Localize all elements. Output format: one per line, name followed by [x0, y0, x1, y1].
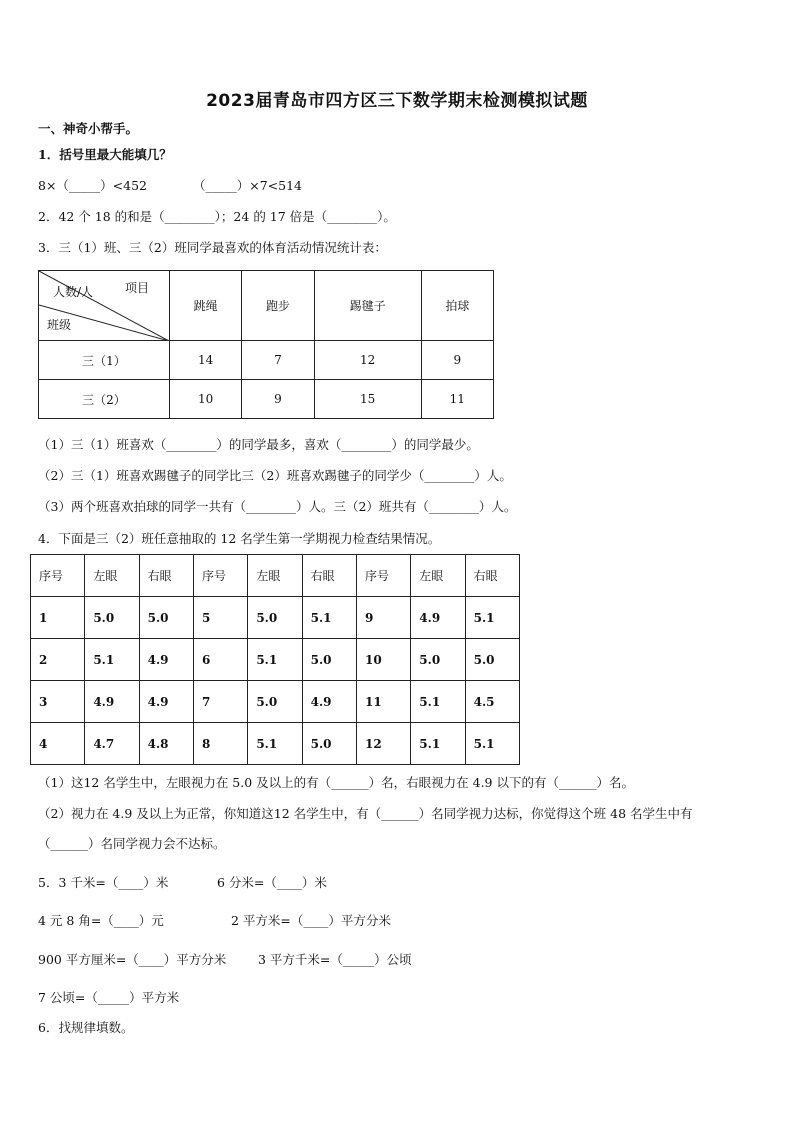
vision-table: [30, 554, 520, 765]
q5-line1b: 6 分米=（____）米: [217, 875, 327, 890]
cell: 4.9: [139, 681, 193, 723]
q5-line4: 7 公顷=（_____）平方米: [38, 990, 180, 1005]
diag-label-class: 班级: [47, 318, 72, 332]
page-title: 2023届青岛市四方区三下数学期末检测模拟试题: [206, 91, 588, 111]
q3-sub2: （2）三（1）班喜欢踢毽子的同学比三（2）班喜欢踢毽子的同学少（________）人。: [38, 468, 512, 483]
table-row: [39, 380, 494, 419]
cell: 10: [356, 639, 410, 681]
cell: 15: [314, 380, 421, 419]
header-cell: 序号: [356, 555, 410, 597]
diag-label-item: 项目: [125, 281, 150, 295]
cell: 12: [314, 341, 421, 380]
cell: 5.0: [248, 681, 302, 723]
q2-text: 2．42 个 18 的和是（________）；24 的 17 倍是（________）。: [38, 209, 396, 224]
cell: 5: [193, 597, 247, 639]
cell: 5.1: [411, 723, 465, 765]
cell: 5.1: [302, 597, 356, 639]
cell: 5.0: [302, 723, 356, 765]
row-label: 三（2）: [39, 380, 170, 419]
diagonal-header-cell: [39, 271, 170, 341]
cell: 5.0: [411, 639, 465, 681]
cell: 2: [31, 639, 85, 681]
cell: 1: [31, 597, 85, 639]
table-row: [31, 597, 520, 639]
table-header-row: [31, 555, 520, 597]
header-cell: 序号: [31, 555, 85, 597]
header-cell: 踢毽子: [314, 271, 421, 341]
cell: 9: [356, 597, 410, 639]
q3-sub3: （3）两个班喜欢拍球的同学一共有（________）人。三（2）班共有（________）人。: [38, 499, 517, 514]
header-cell: 跳绳: [170, 271, 242, 341]
q3-sub1: （1）三（1）班喜欢（________）的同学最多，喜欢（________）的同学最少。: [38, 437, 479, 452]
cell: 5.0: [302, 639, 356, 681]
cell: 5.0: [248, 597, 302, 639]
cell: 9: [242, 380, 314, 419]
cell: 11: [421, 380, 493, 419]
cell: 12: [356, 723, 410, 765]
header-cell: 右眼: [465, 555, 519, 597]
q1-a: 8×（_____）<452: [38, 178, 148, 193]
table-row: [31, 681, 520, 723]
table-row: [39, 341, 494, 380]
q6-text: 6．找规律填数。: [38, 1020, 134, 1035]
section-heading: 一、神奇小帮手。: [38, 121, 139, 136]
q4-sub2b: （______）名同学视力会不达标。: [38, 836, 226, 851]
cell: 4.8: [139, 723, 193, 765]
header-cell: 序号: [193, 555, 247, 597]
cell: 5.1: [465, 723, 519, 765]
q5-line2b: 2 平方米=（____）平方分米: [231, 913, 391, 928]
header-cell: 左眼: [248, 555, 302, 597]
q4-text: 4．下面是三（2）班任意抽取的 12 名学生第一学期视力检查结果情况。: [38, 531, 441, 546]
q5-line1a: 5．3 千米=（____）米: [38, 875, 169, 890]
header-cell: 左眼: [85, 555, 139, 597]
cell: 4.7: [85, 723, 139, 765]
diag-label-count: 人数/人: [53, 285, 94, 299]
q5-line3b: 3 平方千米=（_____）公顷: [258, 952, 412, 967]
q4-sub1: （1）这12 名学生中，左眼视力在 5.0 及以上的有（______）名，右眼视力在 4.9 以下的有（______）名。: [38, 775, 634, 790]
q5-line2a: 4 元 8 角=（____）元: [38, 913, 164, 928]
q3-text: 3．三（1）班、三（2）班同学最喜欢的体育活动情况统计表：: [38, 240, 387, 255]
cell: 5.1: [85, 639, 139, 681]
cell: 7: [242, 341, 314, 380]
header-cell: 拍球: [421, 271, 493, 341]
cell: 4.5: [465, 681, 519, 723]
cell: 5.0: [85, 597, 139, 639]
cell: 7: [193, 681, 247, 723]
row-label: 三（1）: [39, 341, 170, 380]
cell: 5.1: [411, 681, 465, 723]
q4-sub2a: （2）视力在 4.9 及以上为正常，你知道这12 名学生中，有（______）名同学视力达标，你觉得这个班 48 名学生中有: [38, 806, 693, 821]
cell: 10: [170, 380, 242, 419]
cell: 5.1: [248, 639, 302, 681]
table-row: [31, 723, 520, 765]
q5-line3a: 900 平方厘米=（____）平方分米: [38, 952, 227, 967]
cell: 6: [193, 639, 247, 681]
cell: 5.0: [139, 597, 193, 639]
q1-text: 1．括号里最大能填几？: [38, 147, 172, 162]
header-cell: 跑步: [242, 271, 314, 341]
cell: 4: [31, 723, 85, 765]
cell: 9: [421, 341, 493, 380]
cell: 4.9: [411, 597, 465, 639]
header-cell: 右眼: [302, 555, 356, 597]
header-cell: 左眼: [411, 555, 465, 597]
cell: 5.1: [248, 723, 302, 765]
cell: 14: [170, 341, 242, 380]
cell: 4.9: [85, 681, 139, 723]
cell: 5.0: [465, 639, 519, 681]
cell: 4.9: [302, 681, 356, 723]
table-row: [31, 639, 520, 681]
cell: 11: [356, 681, 410, 723]
cell: 3: [31, 681, 85, 723]
q1-b: （_____）×7<514: [193, 178, 303, 193]
cell: 5.1: [465, 597, 519, 639]
cell: 8: [193, 723, 247, 765]
header-cell: 右眼: [139, 555, 193, 597]
sports-table: [38, 270, 494, 419]
cell: 4.9: [139, 639, 193, 681]
